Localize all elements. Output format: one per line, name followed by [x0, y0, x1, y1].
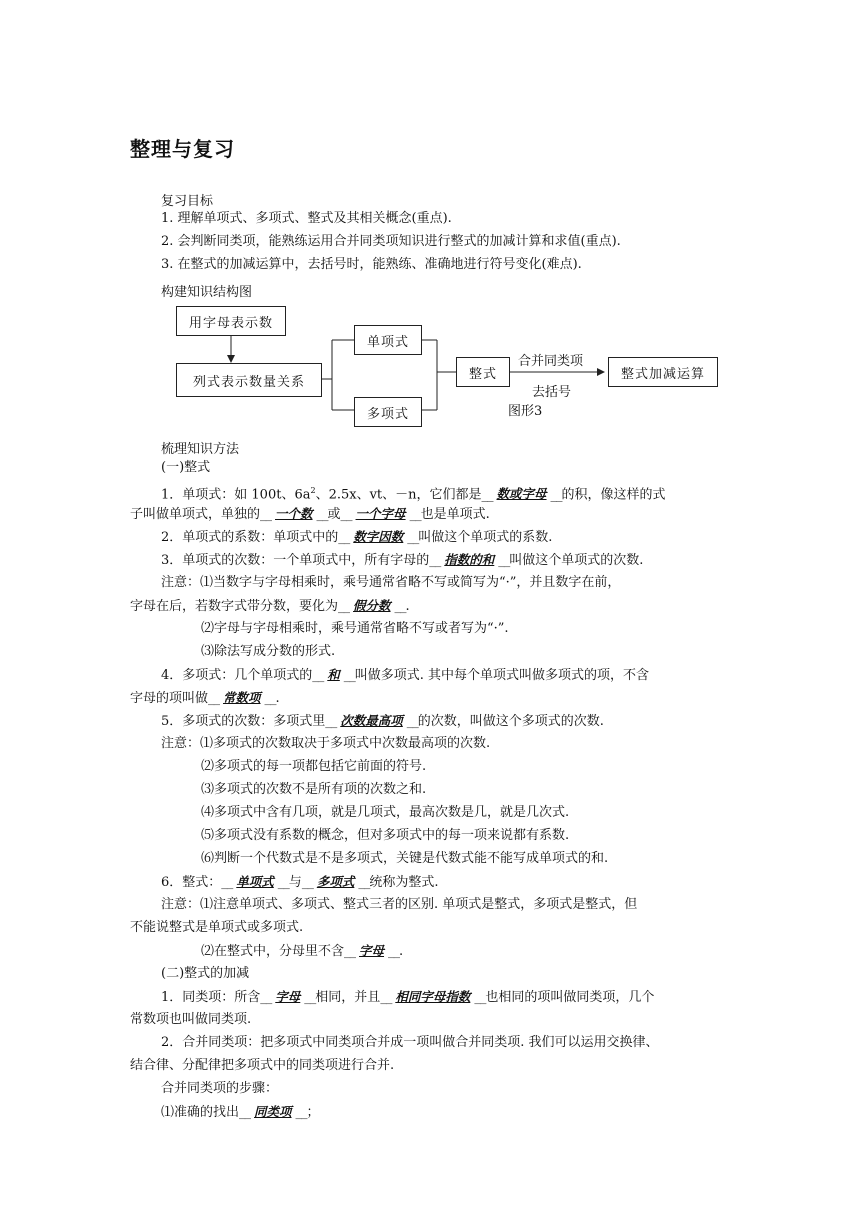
para-like-terms-line2: 常数项也叫做同类项.	[130, 1012, 252, 1027]
goals-heading: 复习目标	[161, 194, 214, 209]
diagram-connectors	[0, 0, 860, 440]
answer-blank: 常数项	[223, 690, 261, 705]
poly-note-5: ⑸多项式没有系数的概念，但对多项式中的每一项来说都有系数.	[201, 828, 570, 843]
para-monomial-line2: 子叫做单项式，单独的__ 一个数 __或__ 一个字母 __也是单项式.	[130, 506, 490, 522]
answer-blank: 和	[327, 667, 340, 682]
diagram-caption: 图形3	[508, 404, 543, 419]
poly-note-6: ⑹判断一个代数式是不是多项式，关键是代数式能不能写成单项式的和.	[201, 851, 609, 866]
answer-blank: 假分数	[353, 598, 391, 613]
poly-note-1: 注意：⑴多项式的次数取决于多项式中次数最高项的次数.	[161, 736, 491, 751]
para-combine-line2: 结合律、分配律把多项式中的同类项进行合并.	[130, 1058, 395, 1073]
note-1-line2: 字母在后，若数字式带分数，要化为__ 假分数 __.	[130, 598, 410, 614]
zs-note-2: ⑵在整式中，分母里不含__ 字母 __.	[201, 943, 404, 959]
answer-blank: 次数最高项	[340, 713, 403, 728]
box-letters-represent-numbers: 用字母表示数	[176, 306, 286, 336]
page-title: 整理与复习	[130, 137, 235, 161]
section-2-title: (二)整式的加减	[161, 966, 250, 981]
label-combine-like-terms: 合并同类项	[518, 354, 584, 369]
box-polynomial: 多项式	[354, 397, 422, 427]
goal-item-1: 1. 理解单项式、多项式、整式及其相关概念(重点).	[161, 211, 452, 226]
answer-blank: 指数的和	[444, 552, 495, 567]
combine-step-1: ⑴准确的找出__ 同类项 __；	[161, 1104, 320, 1120]
note-1-line1: 注意：⑴当数字与字母相乘时，乘号通常省略不写或简写为“·”，并且数字在前，	[161, 575, 621, 590]
answer-blank: 数字因数	[353, 529, 404, 544]
zs-note-1-line1: 注意：⑴注意单项式、多项式、整式三者的区别. 单项式是整式，多项式是整式，但	[161, 897, 638, 912]
method-heading: 梳理知识方法	[161, 442, 240, 457]
label-remove-brackets: 去括号	[532, 385, 572, 400]
section-1-title: (一)整式	[161, 460, 211, 475]
answer-blank: 一个数	[275, 506, 313, 521]
box-expression-relations: 列式表示数量关系	[176, 363, 322, 397]
para-polynomial-degree: 5．多项式的次数：多项式里__ 次数最高项 __的次数，叫做这个多项式的次数.	[161, 713, 604, 729]
answer-blank: 字母	[275, 989, 301, 1004]
para-monomial-line1: 1．单项式：如 100t、$6a^2$、2.5x、vt、－n，它们都是__ 数或字母 __的积，像这样的式	[161, 486, 666, 503]
answer-blank: 多项式	[316, 874, 355, 889]
poly-note-2: ⑵多项式的每一项都包括它前面的符号.	[201, 759, 427, 774]
box-monomial: 单项式	[354, 325, 422, 355]
answer-blank: 字母	[359, 943, 385, 958]
goal-item-3: 3. 在整式的加减运算中，去括号时，能熟练、准确地进行符号变化(难点).	[161, 257, 582, 272]
para-coefficient: 2．单项式的系数：单项式中的__ 数字因数 __叫做这个单项式的系数.	[161, 529, 553, 545]
para-polynomial-line2: 字母的项叫做__ 常数项 __.	[130, 690, 280, 706]
answer-blank: 单项式	[236, 874, 274, 889]
para-combine-line1: 2．合并同类项：把多项式中同类项合并成一项叫做合并同类项. 我们可以运用交换律、	[161, 1035, 659, 1050]
para-like-terms-line1: 1．同类项：所含__ 字母 __相同，并且__ 相同字母指数 __也相同的项叫做同类项，几个	[161, 989, 655, 1005]
para-polynomial-line1: 4．多项式：几个单项式的__ 和 __叫做多项式. 其中每个单项式叫做多项式的项，不含	[161, 667, 650, 683]
answer-blank: 数或字母	[496, 486, 547, 502]
box-add-subtract-ops: 整式加减运算	[608, 357, 718, 387]
para-integral-expression: 6．整式：__ 单项式 __与__ 多项式 __统称为整式.	[161, 874, 439, 890]
note-2: ⑵字母与字母相乘时，乘号通常省略不写或者写为“·”.	[201, 621, 509, 636]
poly-note-4: ⑷多项式中含有几项，就是几项式，最高次数是几，就是几次式.	[201, 805, 570, 820]
answer-blank: 一个字母	[355, 506, 406, 521]
zs-note-1-line2: 不能说整式是单项式或多项式.	[130, 920, 304, 935]
poly-note-3: ⑶多项式的次数不是所有项的次数之和.	[201, 782, 427, 797]
diagram-heading: 构建知识结构图	[161, 285, 253, 300]
para-degree: 3．单项式的次数：一个单项式中，所有字母的__ 指数的和 __叫做这个单项式的次数.	[161, 552, 644, 568]
answer-blank: 相同字母指数	[395, 989, 471, 1004]
note-3: ⑶除法写成分数的形式.	[201, 644, 336, 659]
box-integral-expression: 整式	[456, 357, 510, 387]
combine-steps-heading: 合并同类项的步骤：	[161, 1081, 279, 1096]
goal-item-2: 2. 会判断同类项，能熟练运用合并同类项知识进行整式的加减计算和求值(重点).	[161, 234, 621, 249]
answer-blank: 同类项	[254, 1104, 292, 1119]
